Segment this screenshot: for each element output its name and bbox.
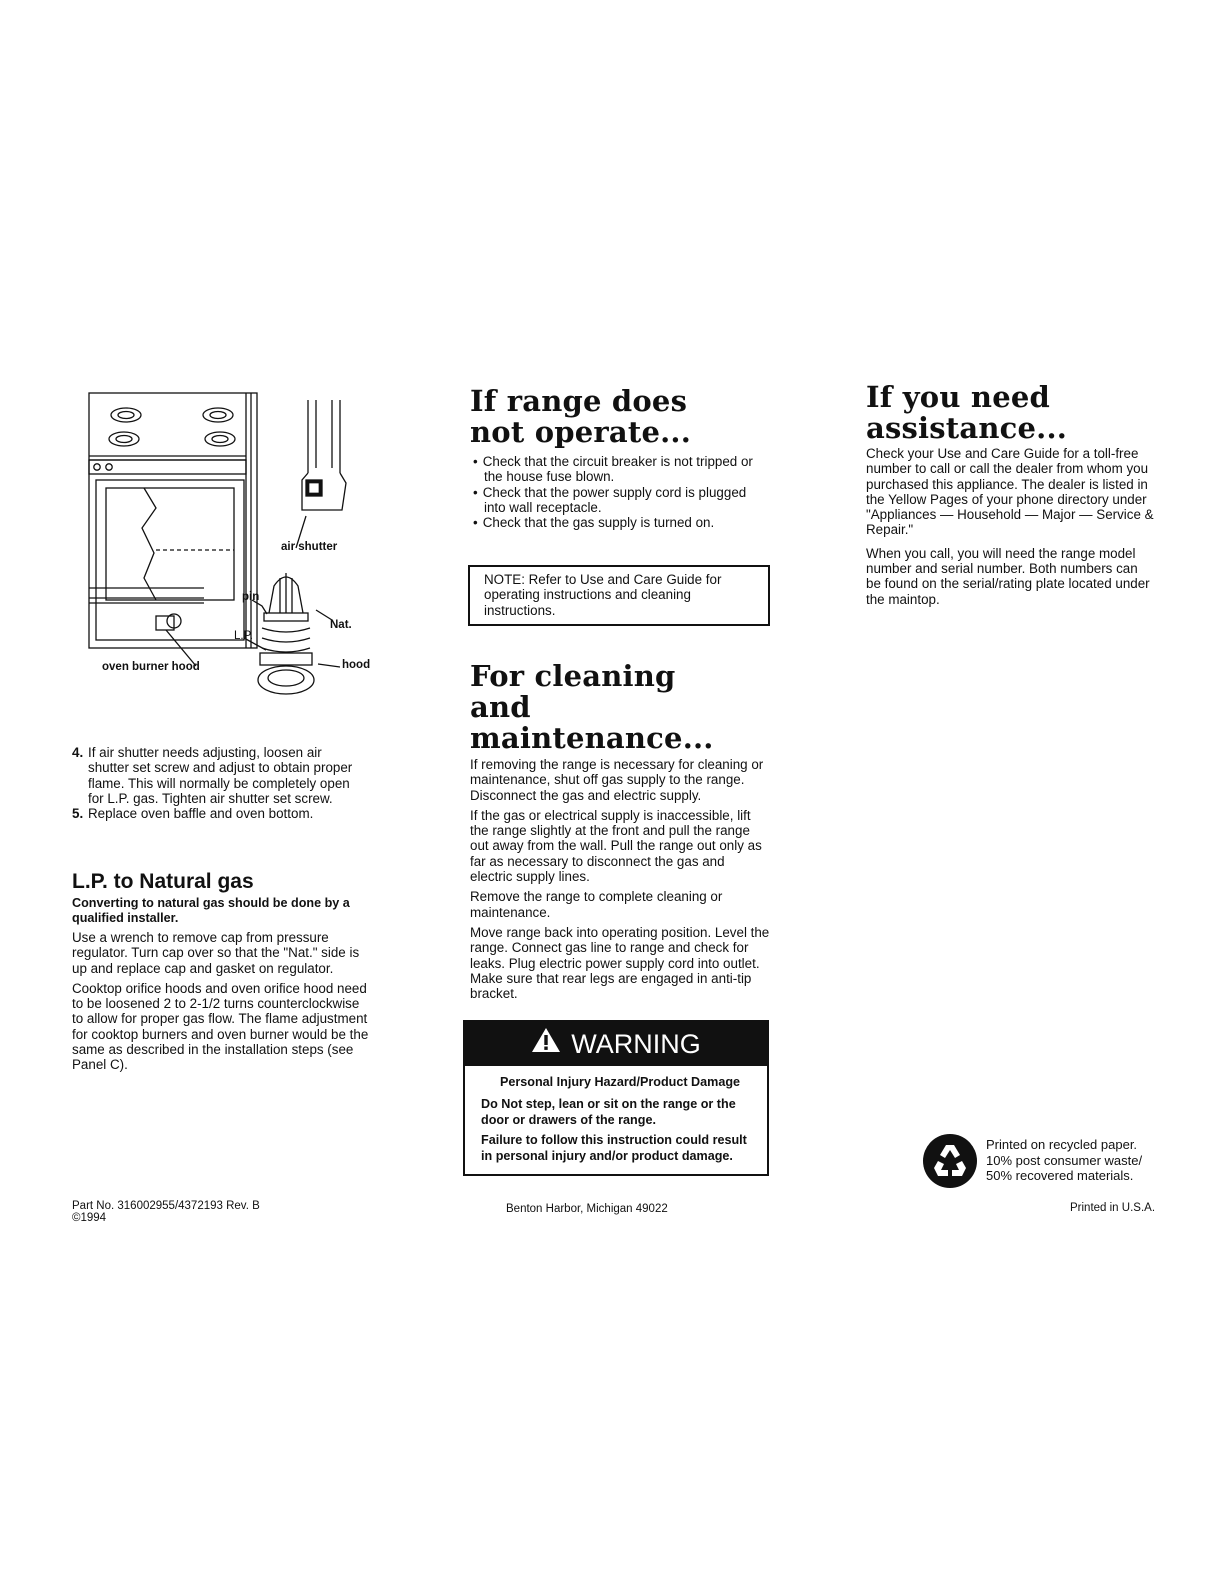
step-item: 5. Replace oven baffle and oven bottom. bbox=[72, 806, 314, 822]
part-number bbox=[72, 1200, 260, 1224]
lp-natural-section bbox=[72, 871, 372, 1078]
recycle-icon bbox=[922, 1133, 978, 1193]
assistance-section bbox=[866, 382, 1156, 612]
warning-triangle-icon bbox=[531, 1022, 561, 1066]
warning-title: WARNING bbox=[571, 1029, 701, 1059]
cleaning-paragraph: If the gas or electrical supply is inaccessible, lift the range slightly at the front and pull the range out away from the wall. Pull the range out only as far as necessary to disconnect the gas and electric supply lines. bbox=[470, 807, 762, 885]
operate-checklist bbox=[470, 454, 760, 530]
warning-consequence: Failure to follow this instruction could result in personal injury and/or product damage. bbox=[481, 1133, 747, 1163]
recycle-notice bbox=[922, 1133, 1182, 1193]
warning-body bbox=[465, 1066, 767, 1174]
assistance-paragraph: When you call, you will need the range model number and serial number. Both numbers can be found on the serial/rating plate located under the maintop. bbox=[866, 545, 1150, 607]
warning-instruction: Do Not step, lean or sit on the range or the door or drawers of the range. bbox=[481, 1097, 736, 1127]
printed-in: Printed in U.S.A. bbox=[1070, 1202, 1156, 1214]
lp-heading: L.P. to Natural gas bbox=[72, 870, 254, 893]
lp-paragraph: Cooktop orifice hoods and oven orifice hood need to be loosened 2 to 2-1/2 turns counterclockwise to allow for proper gas flow. The flame adjustment for cooktop burners and oven burner would be the same as described in the installation steps (see Panel C). bbox=[72, 980, 369, 1073]
warning-box bbox=[463, 1020, 769, 1176]
step-item: 4. If air shutter needs adjusting, loosen air shutter set screw and adjust to obtain proper flame. This will normally be completely open for L.P. gas. Tighten air shutter set screw. bbox=[72, 745, 353, 806]
adjust-steps bbox=[72, 745, 364, 821]
cleaning-paragraph: Move range back into operating position. Level the range. Connect gas line to range and check for leaks. Plug electric power supply cord into outlet. Make sure that rear legs are engaged in anti-tip bracket. bbox=[470, 924, 770, 1002]
operate-section bbox=[470, 386, 760, 530]
recycle-line: 10% post consumer waste/ bbox=[986, 1152, 1143, 1168]
checklist-item: • Check that the power supply cord is plugged into wall receptacle. bbox=[470, 485, 760, 516]
assistance-paragraph: Check your Use and Care Guide for a toll-free number to call or call the dealer from whom you purchased this appliance. The dealer is listed in the Yellow Pages of your phone directory under "Appliances — Household — Major — Service & Repair." bbox=[866, 446, 1154, 538]
cleaning-section bbox=[470, 661, 770, 1006]
nat-label: Nat. bbox=[330, 619, 352, 631]
checklist-item: • Check that the circuit breaker is not tripped or the house fuse blown. bbox=[470, 454, 760, 485]
range-diagram bbox=[84, 388, 384, 718]
recycle-line: Printed on recycled paper. bbox=[986, 1137, 1138, 1152]
note-text: NOTE: Refer to Use and Care Guide for operating instructions and cleaning instructions. bbox=[484, 572, 722, 618]
lp-label: L.P. bbox=[234, 630, 253, 642]
note-box bbox=[468, 565, 770, 626]
recycle-text bbox=[986, 1137, 1142, 1184]
lp-installer-warning: Converting to natural gas should be done by a qualified installer. bbox=[72, 896, 350, 925]
assistance-body bbox=[866, 446, 1156, 607]
copyright-text: ©1994 bbox=[72, 1212, 107, 1224]
recycle-line: 50% recovered materials. bbox=[986, 1168, 1134, 1183]
part-number-text: Part No. 316002955/4372193 Rev. B bbox=[72, 1200, 260, 1212]
cleaning-paragraph: If removing the range is necessary for cleaning or maintenance, shut off gas supply to the range. Disconnect the gas and electric supply. bbox=[470, 757, 764, 803]
address: Benton Harbor, Michigan 49022 bbox=[506, 1203, 668, 1215]
cleaning-body bbox=[470, 757, 770, 1001]
pin-label: pin bbox=[242, 591, 260, 603]
hood-label: hood bbox=[342, 659, 371, 671]
checklist-item: • Check that the gas supply is turned on. bbox=[470, 515, 760, 530]
warning-hazard: Personal Injury Hazard/Product Damage bbox=[499, 1075, 741, 1089]
cleaning-heading: For cleaning and maintenance... bbox=[470, 659, 714, 755]
warning-banner bbox=[465, 1022, 767, 1066]
lp-paragraph: Use a wrench to remove cap from pressure regulator. Turn cap over so that the "Nat." side is up and replace cap and gasket on regulator. bbox=[72, 930, 360, 976]
operate-heading: If range does not operate... bbox=[470, 384, 691, 449]
air-shutter-label: air shutter bbox=[281, 541, 338, 553]
oven-burner-hood-label: oven burner hood bbox=[102, 661, 200, 673]
steps-list bbox=[72, 745, 364, 821]
cleaning-paragraph: Remove the range to complete cleaning or maintenance. bbox=[470, 889, 723, 920]
assistance-heading: If you need assistance... bbox=[866, 380, 1068, 445]
